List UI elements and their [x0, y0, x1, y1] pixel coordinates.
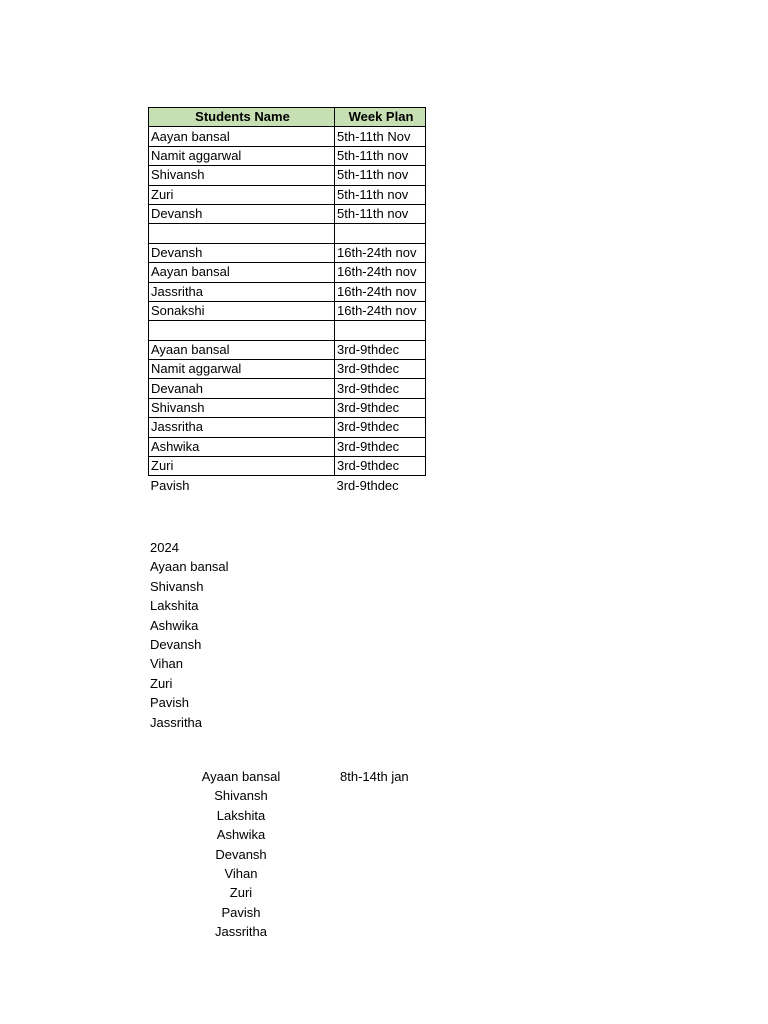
list-item[interactable]: Vihan [150, 656, 184, 672]
student-name-cell[interactable]: Devansh [149, 243, 335, 262]
list-item[interactable]: Ayaan bansal [201, 769, 281, 784]
list-item[interactable]: Pavish [150, 695, 190, 711]
table-row [149, 204, 426, 223]
student-name-cell[interactable]: Zuri [149, 185, 335, 204]
table-row [149, 437, 426, 456]
week-plan-cell[interactable] [335, 321, 426, 340]
week-plan-cell[interactable]: 3rd-9thdec [335, 457, 426, 476]
list-item[interactable]: Pavish [221, 904, 261, 920]
table-row [149, 146, 426, 165]
table-row [149, 224, 426, 243]
list-item[interactable]: Lakshita [150, 598, 199, 614]
student-name-cell[interactable]: Sonakshi [149, 301, 335, 320]
week-plan-cell[interactable]: 16th-24th nov [335, 263, 426, 282]
table-row [149, 166, 426, 185]
table-row [149, 340, 426, 359]
table-row [149, 282, 426, 301]
student-name-cell[interactable] [149, 224, 335, 243]
student-name-cell[interactable]: Namit aggarwal [149, 360, 335, 379]
list-item[interactable]: Shivansh [150, 578, 204, 594]
week-plan-cell[interactable]: 3rd-9thdec [336, 477, 399, 493]
list-item[interactable]: Jassritha [150, 714, 203, 730]
week-plan-cell[interactable]: 16th-24th nov [335, 243, 426, 262]
week-plan-cell[interactable]: 3rd-9thdec [335, 398, 426, 417]
week-plan-cell[interactable]: 5th-11th nov [335, 146, 426, 165]
table-row [149, 457, 426, 476]
table-header-row [149, 108, 426, 127]
week-plan-cell[interactable]: 16th-24th nov [335, 301, 426, 320]
table-row [149, 398, 426, 417]
list-item[interactable]: Vihan [224, 866, 258, 882]
week-plan-cell[interactable]: 3rd-9thdec [335, 360, 426, 379]
year-label[interactable]: 2024 [150, 540, 179, 555]
student-name-cell[interactable]: Ashwika [149, 437, 335, 456]
table-row [149, 127, 426, 146]
table-row [149, 418, 426, 437]
week-plan-cell[interactable]: 3rd-9thdec [335, 340, 426, 359]
student-name-cell[interactable]: Jassritha [149, 418, 335, 437]
table-row [149, 321, 426, 340]
centered-name-list [186, 767, 296, 942]
list-item[interactable]: Zuri [229, 885, 253, 901]
student-name-cell[interactable]: Pavish [150, 477, 190, 493]
table-row [149, 243, 426, 262]
table-row [149, 263, 426, 282]
table-row [149, 301, 426, 320]
table-row [149, 185, 426, 204]
list-item[interactable]: Zuri [150, 675, 173, 691]
student-name-cell[interactable]: Ayaan bansal [149, 340, 335, 359]
list-2024-names [150, 557, 229, 732]
student-name-cell[interactable]: Shivansh [149, 166, 335, 185]
list-item[interactable]: Ayaan bansal [150, 559, 229, 575]
list-item[interactable]: Devansh [150, 637, 202, 653]
student-name-cell[interactable]: Shivansh [149, 398, 335, 417]
week-plan-cell[interactable]: 5th-11th nov [335, 204, 426, 223]
header-week-plan[interactable]: Week Plan [335, 108, 426, 127]
week-plan-cell[interactable]: 3rd-9thdec [335, 437, 426, 456]
week-plan-cell[interactable]: 3rd-9thdec [335, 418, 426, 437]
list-item[interactable]: Lakshita [216, 807, 266, 823]
week-plan-cell[interactable]: 16th-24th nov [335, 282, 426, 301]
table-body [149, 127, 426, 495]
student-name-cell[interactable]: Aayan bansal [149, 263, 335, 282]
week-jan-label[interactable]: 8th-14th jan [340, 769, 409, 784]
list-2024 [150, 538, 229, 732]
student-name-cell[interactable] [149, 321, 335, 340]
week-plan-cell[interactable]: 5th-11th nov [335, 185, 426, 204]
header-students-name[interactable]: Students Name [149, 108, 335, 127]
list-item[interactable]: Ashwika [150, 617, 199, 633]
student-name-cell[interactable]: Aayan bansal [149, 127, 335, 146]
week-plan-cell[interactable]: 5th-11th Nov [335, 127, 426, 146]
list-item[interactable]: Jassritha [214, 924, 268, 940]
week-plan-table [148, 107, 426, 495]
student-name-cell[interactable]: Devanah [149, 379, 335, 398]
student-name-cell[interactable]: Jassritha [149, 282, 335, 301]
student-name-cell[interactable]: Zuri [149, 457, 335, 476]
student-name-cell[interactable]: Namit aggarwal [149, 146, 335, 165]
week-plan-cell[interactable]: 3rd-9thdec [335, 379, 426, 398]
table-row [149, 360, 426, 379]
list-item[interactable]: Shivansh [214, 788, 268, 804]
list-item[interactable]: Ashwika [216, 827, 266, 843]
week-plan-cell[interactable] [335, 224, 426, 243]
week-plan-cell[interactable]: 5th-11th nov [335, 166, 426, 185]
table-row [149, 379, 426, 398]
table-row [149, 476, 426, 495]
list-item[interactable]: Devansh [215, 846, 267, 862]
student-name-cell[interactable]: Devansh [149, 204, 335, 223]
